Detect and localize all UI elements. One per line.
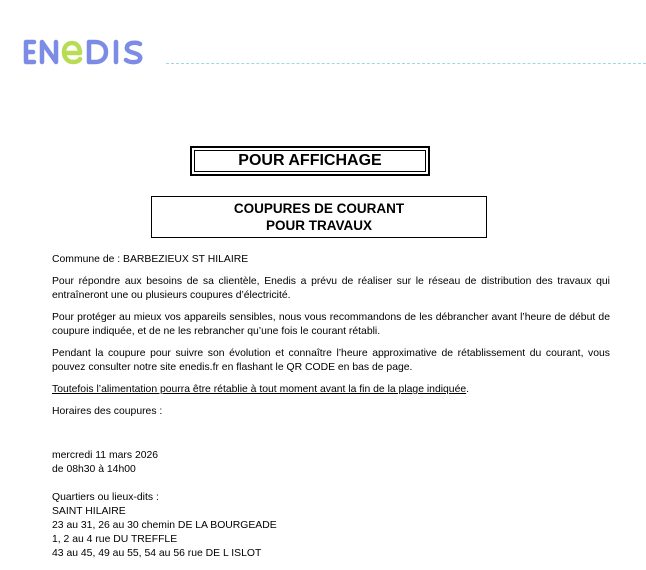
- paragraph-follow-up: Pendant la coupure pour suivre son évolution et connaître l’heure approximative de rétablissement du courant, vous pouvez consulter notre site enedis.fr en flashant le QR CODE en bas de page.: [52, 348, 610, 373]
- header-dashed-line: [166, 63, 646, 64]
- affichage-box: [190, 146, 430, 176]
- paragraph-protection: Pour protéger au mieux vos appareils sensibles, nous vous recommandons de les débrancher avant l’heure de début de coupure indiquée, et de ne les rebrancher qu’une fois le courant rétabli.: [52, 312, 610, 337]
- location-item: SAINT HILAIRE: [52, 506, 126, 517]
- warning-period: .: [466, 384, 470, 395]
- quartiers-label: Quartiers ou lieux-dits :: [52, 492, 159, 503]
- coupures-title-line2: POUR TRAVAUX: [265, 218, 372, 233]
- warning-text: Toutefois l’alimentation pourra être rétablie à tout moment avant la fin de la plage indiquée: [52, 384, 467, 395]
- coupures-box: [151, 196, 487, 238]
- commune-line: Commune de : BARBEZIEUX ST HILAIRE: [52, 254, 249, 265]
- outage-date: mercredi 11 mars 2026: [52, 450, 159, 461]
- notice-body: [52, 253, 610, 561]
- paragraph-intro: Pour répondre aux besoins de sa clientèle, Enedis a prévu de réaliser sur le réseau de distribution des travaux qui entraîneront une ou plusieurs coupures d’électricité.: [52, 276, 610, 301]
- warning-line: [52, 383, 610, 397]
- horaires-label: Horaires des coupures :: [52, 406, 163, 417]
- location-item: 1, 2 au 4 rue DU TREFFLE: [52, 534, 178, 545]
- location-item: 23 au 31, 26 au 30 chemin DE LA BOURGEADE: [52, 520, 277, 531]
- coupures-title-line1: COUPURES DE COURANT: [233, 201, 405, 216]
- affichage-title: POUR AFFICHAGE: [194, 150, 426, 172]
- location-item: 43 au 45, 49 au 55, 54 au 56 rue DE L ISLOT: [52, 548, 262, 559]
- enedis-logo: [22, 38, 162, 66]
- outage-time: de 08h30 à 14h00: [52, 464, 136, 475]
